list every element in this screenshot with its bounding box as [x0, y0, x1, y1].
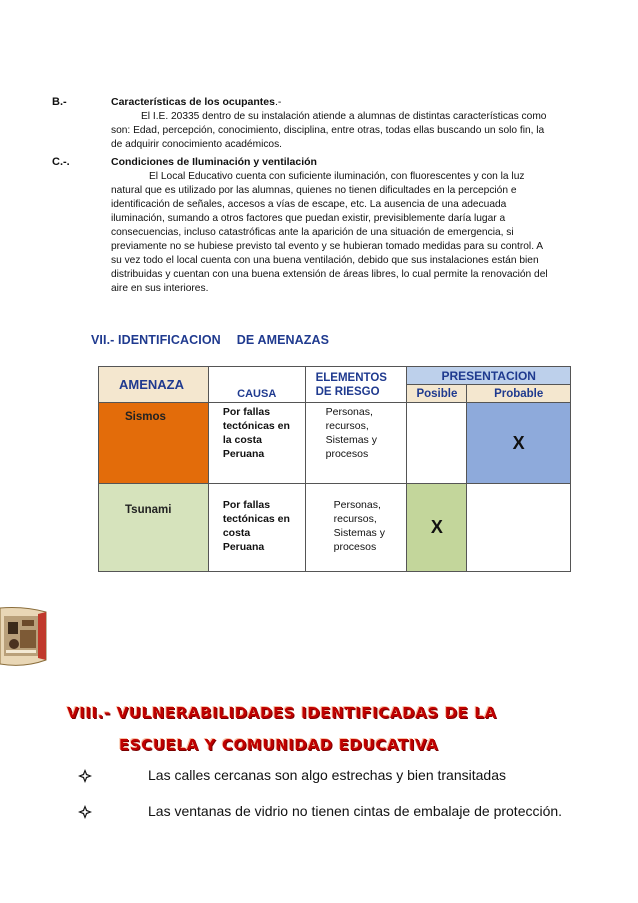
header-amenaza: AMENAZA — [99, 367, 209, 403]
section-c-line: su vez todo el local cuenta con una buena ventilación, debido que sus instalaciones están bien — [111, 255, 539, 266]
section-b-line: El I.E. 20335 dentro de su instalación atiende a alumnas de distintas características como — [141, 111, 547, 122]
bullet-text: Las calles cercanas son algo estrechas y bien transitadas — [148, 767, 506, 783]
section-c-label: C.-. — [52, 156, 70, 168]
header-causa: CAUSA — [208, 367, 305, 403]
section-c-line: iluminación, sumando a otros factores que puedan existir, previsiblemente daría lugar a — [111, 213, 506, 224]
section-c-line: previamente no se hubiese previsto tal evento y se hubieran tomado medidas para su control. A — [111, 241, 544, 252]
section-c-line: distribuidas y cuentan con una buena extensión de áreas libres, lo cual permite la renovación del — [111, 269, 548, 280]
causa-line: Por fallas — [222, 406, 271, 418]
elementos-line: Sistemas y — [325, 434, 377, 446]
elementos-line: recursos, — [333, 513, 377, 525]
cell-causa — [208, 403, 305, 484]
cell-posible — [407, 403, 467, 484]
section-c-body — [111, 170, 564, 296]
header-posible: Posible — [407, 385, 467, 403]
elementos-line: Personas, — [333, 499, 381, 511]
diamond-bullet-icon — [78, 805, 92, 822]
header-elementos — [305, 367, 407, 403]
causa-line: Peruana — [222, 448, 265, 460]
header-presentacion: PRESENTACION — [407, 367, 571, 385]
causa-line: costa — [222, 527, 251, 539]
section-b-heading: Características de los ocupantes.- — [111, 96, 282, 108]
school-logo-icon — [0, 606, 48, 668]
section-c-heading: Condiciones de Iluminación y ventilación — [111, 156, 317, 168]
section-b-line: de adquirir conocimiento académicos. — [111, 139, 283, 150]
header-elementos-line1: ELEMENTOS — [315, 371, 387, 384]
elementos-line: procesos — [333, 541, 377, 553]
section-c-line: El Local Educativo cuenta con suficiente iluminación, con fluorescentes y con la luz — [149, 171, 525, 182]
cell-probable-mark: X — [467, 403, 571, 484]
causa-line: Peruana — [222, 541, 265, 553]
cell-causa — [208, 484, 305, 572]
section-c-line: identificación de señales, accesos a vías de escape, etc. La ausencia de una adecuada — [111, 199, 507, 210]
causa-line: tectónicas en — [222, 420, 290, 432]
section-vii-title-a: VII.- IDENTIFICACION — [91, 333, 221, 347]
elementos-line: Personas, — [325, 406, 373, 418]
cell-amenaza-tsunami: Tsunami — [99, 484, 209, 572]
cell-posible-mark: X — [407, 484, 467, 572]
elementos-line: Sistemas y — [333, 527, 385, 539]
cell-probable — [467, 484, 571, 572]
header-probable: Probable — [467, 385, 571, 403]
diamond-bullet-icon — [78, 769, 92, 786]
header-elementos-line2: DE RIESGO — [315, 385, 380, 398]
section-viii-title-line1: VIII.- VULNERABILIDADES IDENTIFICADAS DE LA — [67, 704, 497, 722]
causa-line: tectónicas en — [222, 513, 290, 525]
causa-line: la costa — [222, 434, 262, 446]
section-c-line: consecuencias, incluso catastróficas ante la aparición de una situación de emergencia, si — [111, 227, 514, 238]
section-vii-title-b: DE AMENAZAS — [236, 333, 330, 347]
section-c-line: natural que es utilizado por las alumnas, quienes no tienen dificultades en la percepción e — [111, 185, 517, 196]
table-row — [99, 403, 571, 484]
cell-elementos — [305, 484, 407, 572]
section-viii-title-line2: ESCUELA Y COMUNIDAD EDUCATIVA — [119, 736, 439, 754]
threat-table — [98, 366, 571, 572]
bullet-text: Las ventanas de vidrio no tienen cintas de embalaje de protección. — [148, 803, 563, 819]
table-row — [99, 484, 571, 572]
cell-elementos — [305, 403, 407, 484]
section-b-label: B.- — [52, 96, 67, 108]
section-vii-title — [91, 333, 329, 347]
section-b-body — [111, 110, 564, 152]
elementos-line: recursos, — [325, 420, 369, 432]
section-b-line: son: Edad, percepción, conocimiento, disciplina, entre otras, todas ellas buscando un solo fin, la — [111, 125, 545, 136]
causa-line: Por fallas — [222, 499, 271, 511]
cell-amenaza-sismos: Sismos — [99, 403, 209, 484]
section-c-line: aire en sus interiores. — [111, 283, 209, 294]
elementos-line: procesos — [325, 448, 369, 460]
